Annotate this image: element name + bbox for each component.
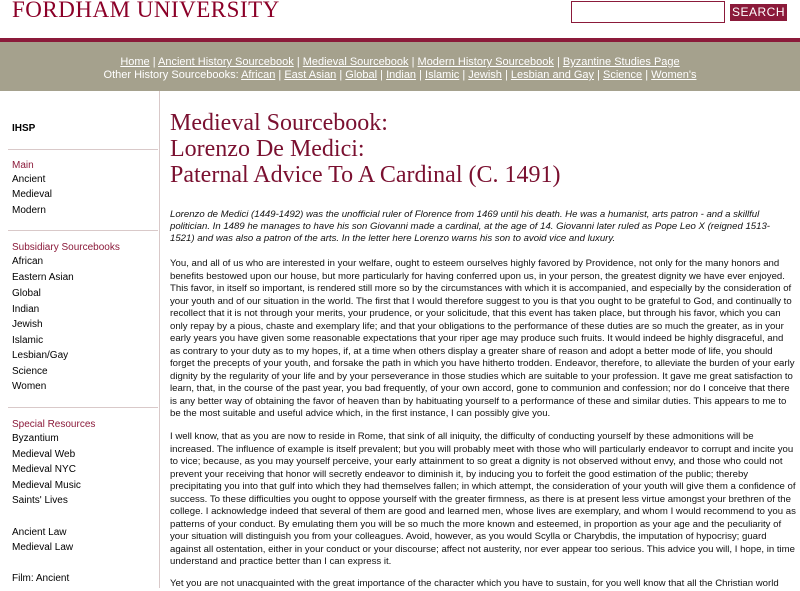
sidebar-item-ancient-law[interactable]: Ancient Law — [12, 527, 67, 538]
nav-separator: | — [645, 69, 652, 81]
nav-separator: | — [597, 69, 604, 81]
other-sourcebooks-label: Other History Sourcebooks: — [103, 69, 239, 81]
nav-separator: | — [556, 56, 563, 68]
primary-nav — [0, 56, 800, 68]
sidebar-item-ancient[interactable]: Ancient — [12, 174, 46, 185]
sidebar-divider — [8, 230, 158, 231]
nav-link-lesbian-gay[interactable]: Lesbian and Gay — [510, 69, 595, 81]
sidebar-item-medieval[interactable]: Medieval — [12, 189, 53, 200]
nav-link-womens[interactable]: Women's — [651, 69, 697, 81]
sidebar-item-lesbian-gay[interactable]: Lesbian/Gay — [12, 350, 69, 361]
top-header — [0, 0, 800, 38]
nav-link-home[interactable]: Home — [120, 56, 150, 68]
sidebar-divider — [8, 149, 158, 150]
nav-link-ancient[interactable]: Ancient History Sourcebook — [158, 56, 294, 68]
nav-separator: | — [152, 56, 159, 68]
sidebar-item-indian[interactable]: Indian — [12, 304, 40, 315]
nav-separator: | — [419, 69, 426, 81]
sidebar-item-global[interactable]: Global — [12, 288, 41, 299]
body-paragraph: I well know, that as you are now to reside in Rome, that sink of all iniquity, the difficulty of conducting yourself by these admonitions will be increased. The influence of example is itself prevalent; but you will probably meet with those who will particularly endeavor to corrupt and incite you to vice; because, as you may yourself perceive, your early attainment to so great a dignity is not observed without envy, and those who could not prevent your receiving that honor will secretly endeavor to diminish it, by inducing you to forfeit the good estimation of the public; thereby precipitating you into that gulf into which they had themselves fallen; in which attempt, the consideration of your youth will give them a confidence of success. To these difficulties you ought to oppose yourself with the greater firmness, as there is at present less virtue amongst your brethren of the college. I acknowledge indeed that several of them are good and learned men, whose lives are exemplary, and whom I would recommend to you as patterns of your conduct. By emulating them you will be so much the more known and esteemed, in proportion as your age and the peculiarity of your situation will distinguish you from your colleagues. Avoid, however, as you would Scylla or Charybdis, the imputation of hypocrisy; guard against all ostentation, either in your conduct or your discourse; affect not austerity, nor ever appear too serious. This advice you will, I hope, in time understand and practice better than I can express it. — [170, 431, 796, 567]
sidebar-heading-special: Special Resources — [12, 419, 96, 430]
nav-link-medieval[interactable]: Medieval Sourcebook — [302, 56, 409, 68]
sidebar-item-science[interactable]: Science — [12, 366, 48, 377]
fordham-logo[interactable]: FORDHAM UNIVERSITY — [12, 0, 280, 22]
nav-link-islamic[interactable]: Islamic — [425, 69, 460, 81]
page-title-line: Paternal Advice To A Cardinal (C. 1491) — [170, 162, 561, 188]
sidebar-item-islamic[interactable]: Islamic — [12, 335, 44, 346]
nav-link-east-asian[interactable]: East Asian — [284, 69, 337, 81]
nav-link-global[interactable]: Global — [345, 69, 378, 81]
nav-link-jewish[interactable]: Jewish — [468, 69, 502, 81]
sidebar-item-medieval-law[interactable]: Medieval Law — [12, 542, 74, 553]
nav-link-indian[interactable]: Indian — [386, 69, 417, 81]
sidebar-item-modern[interactable]: Modern — [12, 205, 46, 216]
sidebar-item-byzantium[interactable]: Byzantium — [12, 433, 59, 444]
sourcebook-nav-bar — [0, 42, 800, 91]
nav-link-modern[interactable]: Modern History Sourcebook — [417, 56, 554, 68]
sidebar-item-eastern-asian[interactable]: Eastern Asian — [12, 272, 74, 283]
sidebar-item-african[interactable]: African — [12, 256, 44, 267]
nav-separator: | — [411, 56, 418, 68]
sidebar-item-women[interactable]: Women — [12, 381, 47, 392]
sidebar-item-film-ancient[interactable]: Film: Ancient — [12, 573, 70, 584]
nav-separator: | — [504, 69, 511, 81]
secondary-nav — [0, 69, 800, 81]
page-title-line: Lorenzo De Medici: — [170, 136, 365, 162]
body-paragraph: You, and all of us who are interested in your welfare, ought to esteem ourselves highly favored by Providence, not only for the many honors and benefits bestowed upon our house, but more particularly for having conferred upon us, in your person, the greatest dignity we have ever enjoyed. This favor, in itself so important, is rendered still more so by the circumstances with which it is accompanied, and especially by the consideration of your youth and of our situation in the world. The first that I would therefore suggest to you is that you ought to be grateful to God, and continually to recollect that it is not through your merits, your prudence, or your solicitude, that this event has taken place, but through his favor, which you can only repay by a pious, chaste and exemplary life; and that your obligations to the performance of these duties are so much the greater, as in your early years you have given some reasonable expectations that your riper age may produce such fruits. It would indeed be highly disgraceful, and as contrary to your duty as to my hopes, if, at a time when others display a greater share of reason and adopt a better mode of life, you should forget the precepts of your youth, and forsake the path in which you have hitherto trodden. Endeavor, therefore, to alleviate the burden of your early dignity by the regularity of your life and by your perseverance in those studies which are suitable to your profession. It gave me great satisfaction to learn, that, in the course of the past year, you bad frequently, of your own accord, gone to communion and confession; nor do I conceive that there is any better way of obtaining the favor of heaven than by habituating yourself to a performance of these and similar duties. This appears to me to be the most suitable and useful advice which, in the first instance, I can possibly give you. — [170, 258, 795, 419]
nav-separator: | — [278, 69, 285, 81]
nav-separator: | — [296, 56, 303, 68]
nav-separator: | — [380, 69, 387, 81]
sidebar-item-medieval-nyc[interactable]: Medieval NYC — [12, 464, 76, 475]
sidebar-heading-main: Main — [12, 160, 34, 171]
nav-separator: | — [462, 69, 469, 81]
nav-link-african[interactable]: African — [241, 69, 276, 81]
sidebar-item-jewish[interactable]: Jewish — [12, 319, 43, 330]
nav-link-science[interactable]: Science — [603, 69, 643, 81]
search-input[interactable] — [571, 1, 725, 23]
sidebar-divider — [8, 407, 158, 408]
sidebar-item-medieval-music[interactable]: Medieval Music — [12, 480, 81, 491]
search-button[interactable]: SEARCH — [731, 5, 785, 19]
sidebar-ihsp[interactable]: IHSP — [12, 123, 36, 134]
page-title — [170, 110, 560, 188]
nav-separator: | — [339, 69, 346, 81]
sidebar-heading-subsidiary: Subsidiary Sourcebooks — [12, 242, 120, 253]
page-title-line: Medieval Sourcebook: — [170, 110, 388, 136]
body-paragraph: Yet you are not unacquainted with the great importance of the character which you have to sustain, for you well know that all the Christian world — [170, 578, 779, 589]
sidebar — [0, 91, 160, 588]
sidebar-item-saints-lives[interactable]: Saints' Lives — [12, 495, 68, 506]
intro-paragraph: Lorenzo de Medici (1449-1492) was the unofficial ruler of Florence from 1469 until his death. He was a humanist, arts patron - and a skillful politician. In 1489 he manages to have his son Giovanni made a cardinal, at the age of 14. Giovanni later ruled as Pope Leo X (reigned 1513-1521) and was also a patron of the arts. In the letter here Lorenzo warns his son to avoid vice and luxury. — [170, 209, 770, 245]
sidebar-item-medieval-web[interactable]: Medieval Web — [12, 449, 76, 460]
nav-link-byzantine[interactable]: Byzantine Studies Page — [562, 56, 680, 68]
